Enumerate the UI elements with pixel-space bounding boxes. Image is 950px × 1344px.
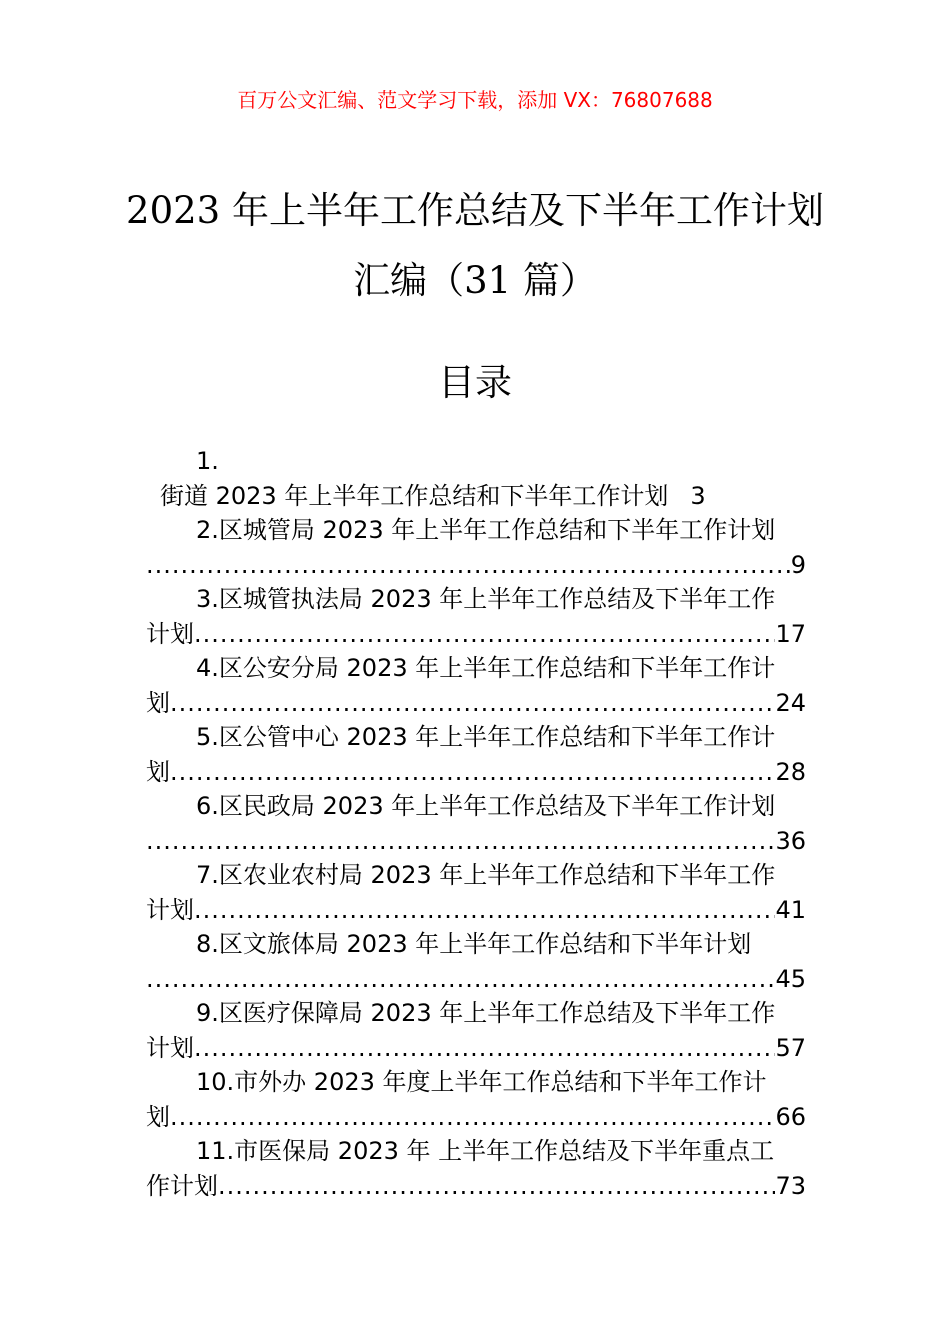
toc-entry-6-page: 36	[775, 826, 806, 855]
toc-entry-2-leader[interactable]	[146, 548, 806, 583]
toc-entry-4-leader[interactable]	[146, 686, 806, 721]
dot-leader	[146, 548, 791, 583]
dot-leader	[194, 617, 775, 652]
toc-entry-1-page: 3	[690, 481, 706, 510]
toc-entry-3-page: 17	[775, 619, 806, 648]
dot-leader	[146, 824, 775, 859]
toc-heading: 目录	[438, 361, 512, 404]
toc-entry-4-cont: 划	[146, 688, 170, 717]
toc-entry-1[interactable]	[146, 479, 806, 514]
toc-entry-7-cont: 计划	[146, 895, 194, 924]
toc-entry-5-page: 28	[775, 757, 806, 786]
toc-entry-7-page: 41	[775, 895, 806, 924]
toc-entry-6-title[interactable]: 6.区民政局 2023 年上半年工作总结及下半年工作计划	[196, 792, 776, 820]
dot-leader	[170, 1100, 775, 1135]
table-of-contents	[146, 444, 806, 1203]
toc-entry-9-cont: 计划	[146, 1033, 194, 1062]
toc-entry-10-leader[interactable]	[146, 1100, 806, 1135]
toc-entry-8-title[interactable]: 8.区文旅体局 2023 年上半年工作总结和下半年计划	[196, 930, 752, 958]
dot-leader	[218, 1169, 775, 1204]
toc-entry-4-page: 24	[775, 688, 806, 717]
toc-entry-5-leader[interactable]	[146, 755, 806, 790]
toc-entry-3-title[interactable]: 3.区城管执法局 2023 年上半年工作总结及下半年工作	[196, 585, 776, 613]
toc-entry-10-page: 66	[775, 1102, 806, 1131]
dot-leader	[146, 962, 775, 997]
toc-entry-9-leader[interactable]	[146, 1031, 806, 1066]
toc-entry-11-leader[interactable]	[146, 1169, 806, 1204]
toc-entry-8-leader[interactable]	[146, 962, 806, 997]
toc-entry-3-leader[interactable]	[146, 617, 806, 652]
document-title-line-1: 2023 年上半年工作总结及下半年工作计划	[126, 189, 824, 232]
toc-entry-11-cont: 作计划	[146, 1171, 218, 1200]
toc-entry-9-title[interactable]: 9.区医疗保障局 2023 年上半年工作总结及下半年工作	[196, 999, 776, 1027]
dot-leader	[194, 1031, 775, 1066]
toc-entry-3-cont: 计划	[146, 619, 194, 648]
toc-entry-8-page: 45	[775, 964, 806, 993]
toc-entry-11-title[interactable]: 11.市医保局 2023 年 上半年工作总结及下半年重点工	[196, 1137, 775, 1165]
dot-leader	[170, 755, 775, 790]
toc-entry-2-page: 9	[790, 550, 806, 579]
toc-entry-5-cont: 划	[146, 757, 170, 786]
toc-entry-9-page: 57	[775, 1033, 806, 1062]
toc-entry-7-title[interactable]: 7.区农业农村局 2023 年上半年工作总结和下半年工作	[196, 861, 776, 889]
header-contact-note: 百万公文汇编、范文学习下载，添加 VX：76807688	[237, 88, 713, 112]
toc-entry-11-page: 73	[775, 1171, 806, 1200]
toc-entry-7-leader[interactable]	[146, 893, 806, 928]
toc-entry-5-title[interactable]: 5.区公管中心 2023 年上半年工作总结和下半年工作计	[196, 723, 776, 751]
toc-entry-4-title[interactable]: 4.区公安分局 2023 年上半年工作总结和下半年工作计	[196, 654, 776, 682]
toc-entry-6-leader[interactable]	[146, 824, 806, 859]
dot-leader	[170, 686, 775, 721]
toc-entry-1-title: 街道 2023 年上半年工作总结和下半年工作计划	[160, 481, 669, 510]
toc-entry-10-cont: 划	[146, 1102, 170, 1131]
toc-entry-10-title[interactable]: 10.市外办 2023 年度上半年工作总结和下半年工作计	[196, 1068, 767, 1096]
toc-entry-2-title[interactable]: 2.区城管局 2023 年上半年工作总结和下半年工作计划	[196, 516, 776, 544]
toc-entry-1-number: 1.	[196, 447, 219, 475]
dot-leader	[194, 893, 775, 928]
document-title-line-2: 汇编（31 篇）	[353, 259, 597, 302]
